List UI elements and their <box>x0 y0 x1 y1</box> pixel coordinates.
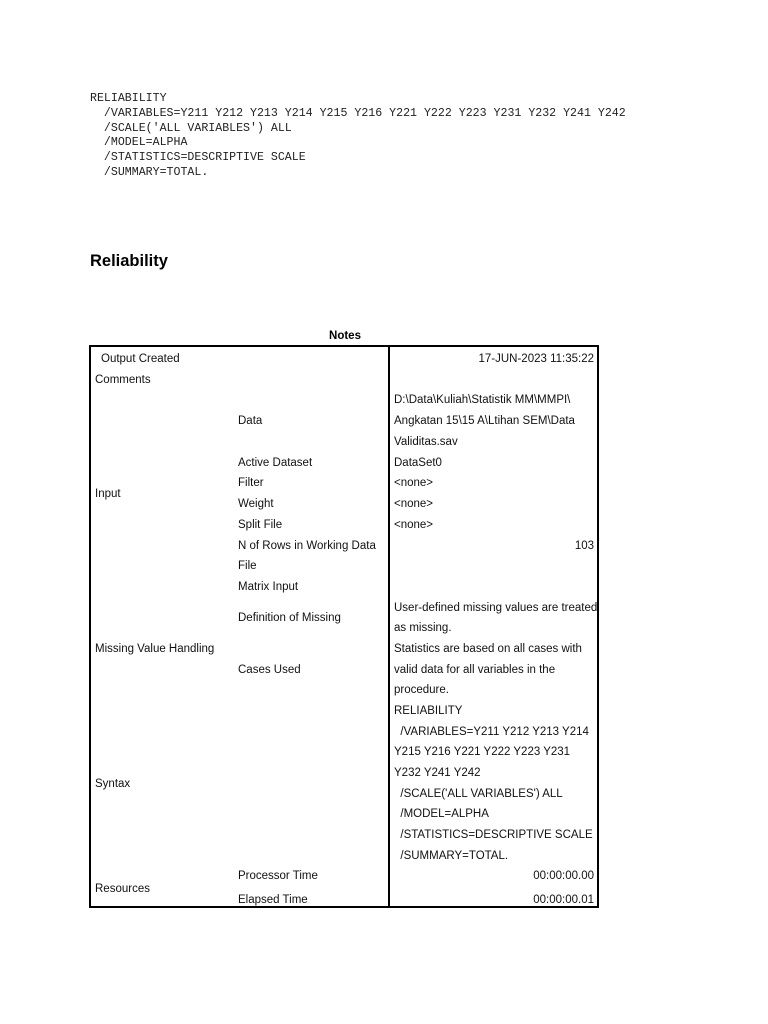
value-syntax-line: /SCALE('ALL VARIABLES') ALL <box>394 788 563 800</box>
value-weight: <none> <box>394 498 434 510</box>
row-label-comments: Comments <box>95 374 151 386</box>
value-cases-used-line: Statistics are based on all cases with <box>394 643 582 655</box>
value-active-dataset: DataSet0 <box>394 457 442 469</box>
value-cases-used-line: valid data for all variables in the <box>394 664 556 676</box>
value-syntax-line: Y232 Y241 Y242 <box>394 767 481 779</box>
notes-table-title: Notes <box>329 330 361 342</box>
syntax-line: RELIABILITY <box>90 92 167 105</box>
section-heading: Reliability <box>90 252 168 270</box>
value-definition-line: User-defined missing values are treated <box>394 602 598 614</box>
syntax-command-block <box>90 92 626 181</box>
row-label-syntax: Syntax <box>95 778 131 790</box>
value-data-line: Validitas.sav <box>394 436 458 448</box>
sub-label-n-rows: File <box>238 560 257 572</box>
row-label-output-created: Output Created <box>101 353 180 365</box>
row-label-missing-value-handling: Missing Value Handling <box>95 643 215 655</box>
sub-label-definition-of-missing: Definition of Missing <box>238 612 341 624</box>
value-output-created: 17-JUN-2023 11:35:22 <box>478 353 594 365</box>
value-data-line: D:\Data\Kuliah\Statistik MM\MMPI\ <box>394 394 571 406</box>
syntax-line: /SUMMARY=TOTAL. <box>90 165 209 179</box>
syntax-line: /STATISTICS=DESCRIPTIVE SCALE <box>90 151 306 165</box>
syntax-line: /VARIABLES=Y211 Y212 Y213 Y214 Y215 Y216 Y221 Y222 Y223 Y231 Y232 Y241 Y242 <box>90 106 626 120</box>
value-split-file: <none> <box>394 519 434 531</box>
sub-label-elapsed-time: Elapsed Time <box>238 894 308 906</box>
value-filter: <none> <box>394 477 434 489</box>
value-elapsed-time: 00:00:00.01 <box>533 894 594 906</box>
syntax-line: /MODEL=ALPHA <box>90 136 188 150</box>
sub-label-weight: Weight <box>238 498 274 510</box>
value-processor-time: 00:00:00.00 <box>533 870 594 882</box>
sub-label-data: Data <box>238 415 263 427</box>
sub-label-active-dataset: Active Dataset <box>238 457 313 469</box>
sub-label-matrix-input: Matrix Input <box>238 581 299 593</box>
value-syntax-line: RELIABILITY <box>394 705 463 717</box>
value-syntax-line: /STATISTICS=DESCRIPTIVE SCALE <box>394 829 593 841</box>
sub-label-filter: Filter <box>238 477 264 489</box>
value-syntax-line: Y215 Y216 Y221 Y222 Y223 Y231 <box>394 746 571 758</box>
syntax-line: /SCALE('ALL VARIABLES') ALL <box>90 121 292 135</box>
value-definition-line: as missing. <box>394 622 452 634</box>
value-data-line: Angkatan 15\15 A\Ltihan SEM\Data <box>394 415 575 427</box>
sub-label-split-file: Split File <box>238 519 283 531</box>
value-n-rows: 103 <box>574 540 594 552</box>
value-syntax-line: /SUMMARY=TOTAL. <box>394 850 509 862</box>
sub-label-processor-time: Processor Time <box>238 870 318 882</box>
notes-table-divider <box>388 345 390 908</box>
row-label-resources: Resources <box>95 883 150 895</box>
row-label-input: Input <box>95 488 121 500</box>
value-syntax-line: /MODEL=ALPHA <box>394 808 489 820</box>
value-syntax-line: /VARIABLES=Y211 Y212 Y213 Y214 <box>394 726 589 738</box>
sub-label-n-rows: N of Rows in Working Data <box>238 540 376 552</box>
value-cases-used-line: procedure. <box>394 684 449 696</box>
sub-label-cases-used: Cases Used <box>238 664 301 676</box>
